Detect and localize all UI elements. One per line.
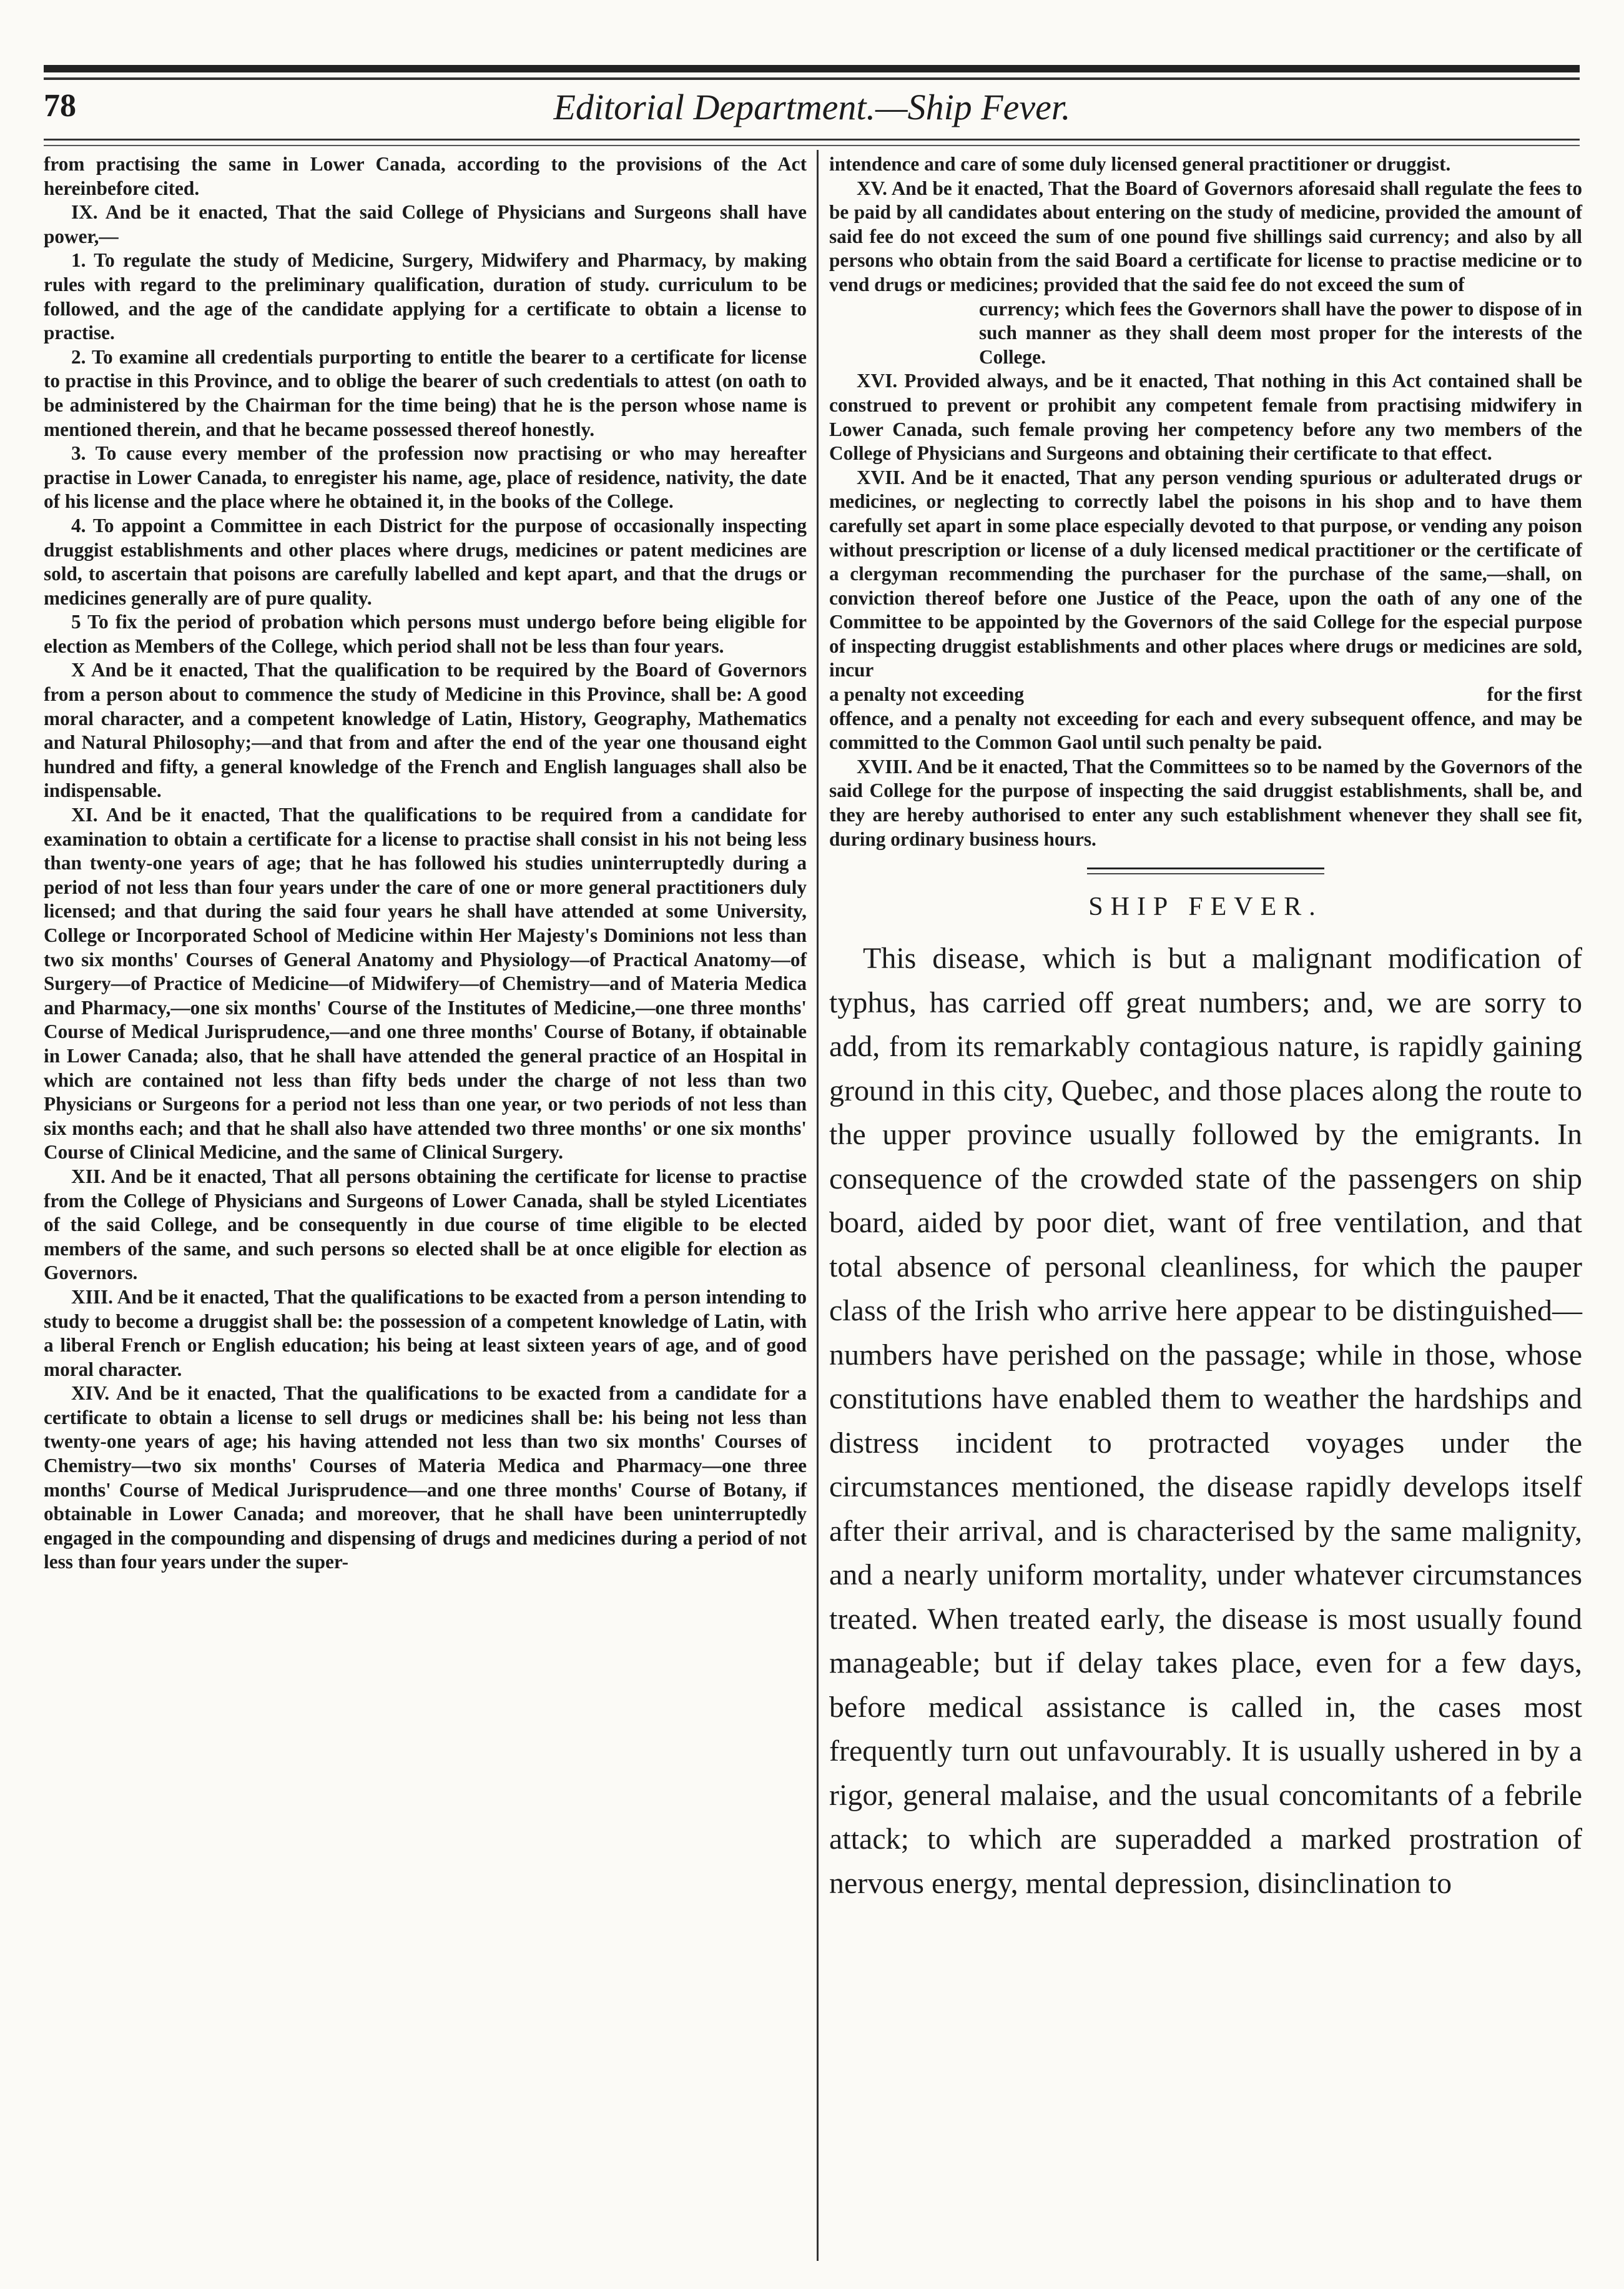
right-column [829, 152, 1582, 1906]
paragraph-continued: from practising the same in Lower Canada, according to the provisions of the Act hereinbefore cited. [44, 153, 807, 199]
top-rule-thin [44, 77, 1580, 80]
section-xvii: XVII. And be it enacted, That any person vending spurious or adulterated drugs or medicines, or neglecting to correctly label the poisons in his shop and to have them carefully set apart in some place especially devoted to that purpose, or vending any poison without prescription or license of a duly licensed medical practitioner or the certificate of a clergyman recommending the purchaser for the purchase of the same,—shall, on conviction thereof before one Justice of the Peace, upon the oath of any one of the Committee to be appointed by the Governors of the said College for the especial purpose of inspecting druggist establishments and other places where drugs or medicines are sold, incur [829, 466, 1582, 681]
section-divider [1087, 868, 1324, 869]
section-xii: XII. And be it enacted, That all persons obtaining the certificate for license to practise from the College of Physicians and Surgeons of Lower Canada, shall be styled Licentiates of the said College, and be consequently in due course of time eligible to be elected members of the same, and such persons so elected shall be at once eligible for election as Governors. [44, 1165, 807, 1284]
running-title: Editorial Department.—Ship Fever. [553, 87, 1071, 127]
paragraph-continued-right: intendence and care of some duly licensed general practitioner or druggist. [829, 153, 1451, 175]
clause-5: 5 To fix the period of probation which persons must undergo before being eligible for election as Members of the College, which period shall not be less than four years. [44, 611, 807, 657]
section-xi: XI. And be it enacted, That the qualifications to be required from a candidate for examination to obtain a certificate for a license to practise shall consist in his not being less than twenty-one years of age; that he has followed his studies uninterruptedly during a period of not less than four years under the care of one or more general practitioners duly licensed; and that during the said four years he shall have attended at some University, College or Incorporated School of Medicine within Her Majesty's Dominions not less than two six months' Courses of General Anatomy and Physiology—of Practical Anatomy—of Surgery—of Practice of Medicine—of Midwifery—of Chemistry—and of Materia Medica and Pharmacy,—one six months' Course of the Institutes of Medicine,—one three months' Course of Medical Jurisprudence,—and one three months' Course of Botany, if obtainable in Lower Canada; also, that he shall have attended the general practice of an Hospital in which are contained not less than fifty beds under the charge of not less than two Physicians or Surgeons for a period not less than one year, or two periods of not less than six months each; and that he shall also have attended two three months' or one six months' Course of Clinical Medicine, and the same of Clinical Surgery. [44, 804, 807, 1164]
section-xv: XV. And be it enacted, That the Board of Governors aforesaid shall regulate the fees to be paid by all candidates about entering on the study of medicine, provided the amount of said fee do not exceed the sum of one pound five shillings said currency; and also by all persons who obtain from the said Board a certificate for license to practise medicine or to vend drugs or medicines; provided that the said fee do not exceed the sum of [829, 177, 1582, 295]
left-column [44, 152, 807, 1575]
section-xvi: XVI. Provided always, and be it enacted, That nothing in this Act contained shall be construed to prevent or prohibit any competent female from practising midwifery in Lower Canada, such female proving her competency before any two members of the College of Physicians and Surgeons and obtaining their certificate to that effect. [829, 370, 1582, 465]
clause-4: 4. To appoint a Committee in each District for the purpose of occasionally inspecting druggist establishments and other places where drugs, medicines or patent medicines are sold, to ascertain that poisons are carefully labelled and kept apart, and that the drugs or medicines generally are of pure quality. [44, 514, 807, 609]
article-body [829, 937, 1582, 1906]
clause-3: 3. To cause every member of the profession now practising or who may hereafter practise in Lower Canada, to enregister his name, age, place of residence, nativity, the date of his license and the place where he obtained it, in the books of the College. [44, 442, 807, 513]
section-xiii: XIII. And be it enacted, That the qualifications to be exacted from a person intending to study to become a druggist shall be: the possession of a competent knowledge of Latin, with a liberal French or English education; his being at least sixteen years of age, and of good moral character. [44, 1285, 807, 1380]
column-divider [817, 150, 819, 2261]
section-xviii: XVIII. And be it enacted, That the Committees so to be named by the Governors of the said College for the purpose of inspecting the said druggist establishments, shall be, and they are hereby authorised to enter any such establishment whenever they shall see fit, during ordinary business hours. [829, 755, 1582, 850]
section-divider-thin [1087, 873, 1324, 874]
section-ix: IX. And be it enacted, That the said College of Physicians and Surgeons shall have power,— [44, 201, 807, 247]
penalty-left: a penalty not exceeding [829, 683, 1025, 706]
section-title: SHIP FEVER. [1088, 892, 1323, 922]
header-rule [44, 139, 1580, 141]
header-rule-thin [44, 145, 1580, 146]
statute-continuation [829, 152, 1582, 851]
page-number: 78 [44, 88, 76, 124]
top-rule [44, 65, 1580, 72]
clause-1: 1. To regulate the study of Medicine, Surgery, Midwifery and Pharmacy, by making rules with regard to the preliminary qualification, duration of study. curriculum to be followed, and the age of the candidate applying for a certificate to obtain a license to practise. [44, 249, 807, 344]
penalty-right: for the first [1487, 683, 1582, 706]
penalty-line [829, 683, 1582, 707]
clause-2: 2. To examine all credentials purporting to entitle the bearer to a certificate for license to practise in this Province, and to oblige the bearer of such credentials to attest (on oath to be administered by the Chairman for the time being) that he is the person whose name is mentioned therein, and that he became possessed thereof honestly. [44, 345, 807, 440]
article-paragraph: This disease, which is but a malignant modification of typhus, has carried off great numbers; and, we are sorry to add, from its remarkably contagious nature, is rapidly gaining ground in this city, Quebec, and those places along the route to the upper province usually followed by the emigrants. In consequence of the crowded state of the passengers on ship board, aided by poor diet, want of free ventilation, and that total absence of personal cleanliness, for which the pauper class of the Irish who arrive here appear to be distinguished—numbers have perished on the passage; while in those, whose constitutions have enabled them to weather the hardships and distress incident to protracted voyages under the circumstances mentioned, the disease rapidly develops itself after their arrival, and is characterised by the same malignity, and a nearly uniform mortality, under whatever circumstances treated. When treated early, the disease is most usually found manageable; but if delay takes place, even for a few days, before medical assistance is called in, the cases most frequently turn out unfavourably. It is usually ushered in by a rigor, general malaise, and the usual concomitants of a febrile attack; to which are superadded a marked prostration of nervous energy, mental depression, disinclination to [829, 942, 1582, 1900]
section-xv-end: currency; which fees the Governors shall have the power to dispose of in such manner as they shall deem most proper for the interests of the College. [979, 297, 1582, 368]
section-xvii-end: offence, and a penalty not exceeding for each and every subsequent offence, and may be committed to the Common Gaol until such penalty be paid. [829, 707, 1582, 754]
section-xiv: XIV. And be it enacted, That the qualifications to be exacted from a candidate for a certificate to obtain a license to sell drugs or medicines shall be: his being not less than twenty-one years of age; his having attended not less than two six months' Courses of Chemistry—two six months' Courses of Materia Medica and Pharmacy—one three months' Course of Medical Jurisprudence—and one three months' Course of Botany, if obtainable in Lower Canada; and moreover, that he shall have been uninterruptedly engaged in the compounding and dispensing of drugs and medicines during a period of not less than four years under the super- [44, 1382, 807, 1573]
section-x: X And be it enacted, That the qualification to be required by the Board of Governors from a person about to commence the study of Medicine in this Province, shall be: A good moral character, and a competent knowledge of Latin, History, Geography, Mathematics and Natural Philosophy;—and that from and after the end of the year one thousand eight hundred and fifty, a general knowledge of the French and English languages shall also be indispensable. [44, 659, 807, 802]
